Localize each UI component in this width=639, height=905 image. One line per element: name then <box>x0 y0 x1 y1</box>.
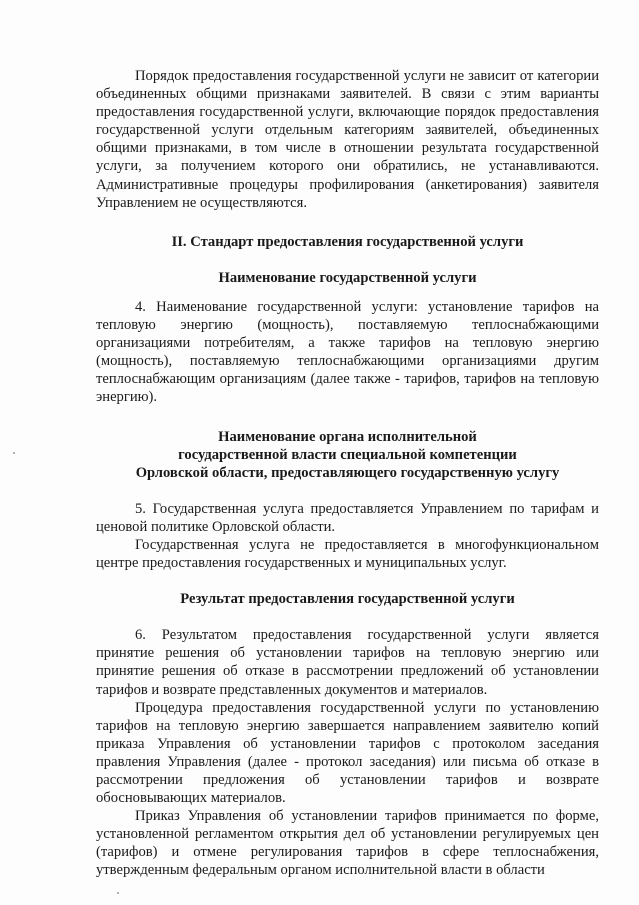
authority-heading <box>96 428 599 482</box>
authority-heading-line-3: Орловской области, предоставляющего государственную услугу <box>135 464 560 481</box>
item-5-mfc-paragraph: Государственная услуга не предоставляется в многофункциональном центре предоставления государственных и муниципальных услуг. <box>96 536 599 572</box>
item-5-paragraph: 5. Государственная услуга предоставляется Управлением по тарифам и ценовой политике Орловской области. <box>96 500 599 535</box>
order-paragraph: Приказ Управления об установлении тарифов принимается по форме, установленной регламентом открытия дел об установлении регулируемых цен (тарифов) и отмене регулирования тарифов в сфере теплоснабжения, утвержденным федеральным органом исполнительной власти в области <box>96 808 599 879</box>
item-6-paragraph: 6. Результатом предоставления государственной услуги является принятие решения об установлении тарифов на тепловую энергию или принятие решения об отказе в рассмотрении предложений об установлении тарифов и возврате представленных документов и материалов. <box>96 627 599 698</box>
item-4-paragraph: 4. Наименование государственной услуги: установление тарифов на тепловую энергию (мощность), поставляемую теплоснабжающими организациями потребителям, а также тарифов на тепловую энергию (мощность), поставляемую теплоснабжающими организациями другим теплоснабжающим организациям (далее также - тарифов, тарифов на тепловую энергию). <box>96 298 599 406</box>
service-name-heading: Наименование государственной услуги <box>218 269 477 286</box>
scan-speck <box>117 892 119 894</box>
authority-heading-line-1: Наименование органа исполнительной <box>218 428 477 445</box>
result-heading: Результат предоставления государственной услуги <box>180 591 515 608</box>
section-heading: II. Стандарт предоставления государственной услуги <box>171 233 524 250</box>
procedure-paragraph: Процедура предоставления государственной услуги по установлению тарифов на тепловую энергию завершается направлением заявителю копий приказа Управления об установлении тарифов с протоколом заседания правления Управления (далее - протокол заседания) или письма об отказе в рассмотрении предложения об установлении тарифов и возврате обосновывающих материалов. <box>96 699 599 807</box>
intro-paragraph: Порядок предоставления государственной услуги не зависит от категории объединенных общими признаками заявителей. В связи с этим варианты предоставления государственной услуги, включающие порядок предоставления государственной услуги отдельным категориям заявителей, объединенных общими признаками, в том числе в отношении результата государственной услуги, за получением которого они обратились, не устанавливаются. Административные процедуры профилирования (анкетирования) заявителя Управлением не осуществляются. <box>96 68 599 211</box>
document-body <box>96 67 599 880</box>
authority-heading-line-2: государственной власти специальной компетенции <box>178 446 517 463</box>
scan-speck <box>13 452 15 454</box>
